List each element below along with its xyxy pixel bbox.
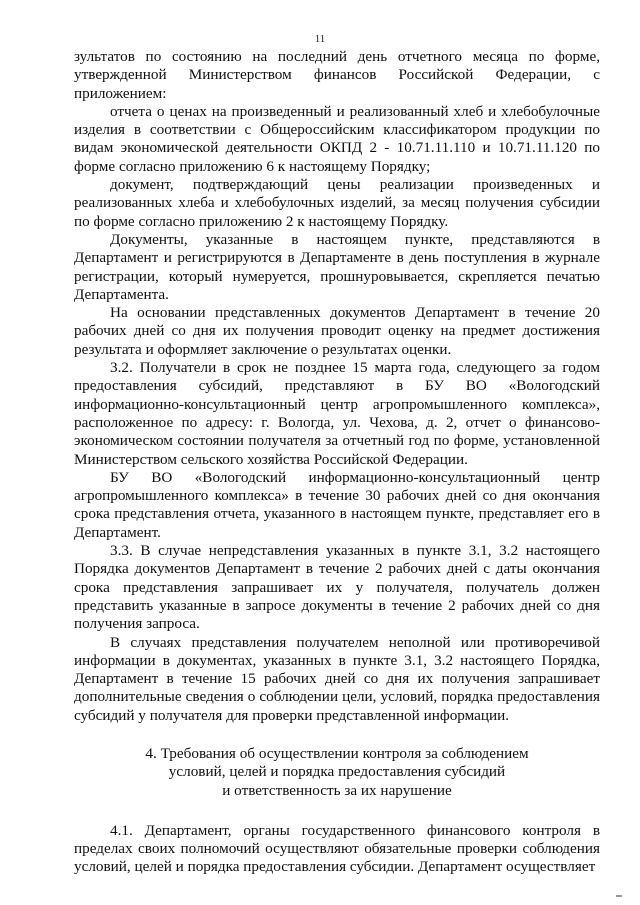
- paragraph-price-document: документ, подтверждающий цены реализации произведенных и реализованных хлеба и хлебобулочных изделий, за месяц получения субсидии по форме согласно приложению 2 к настоящему Порядку.: [74, 176, 600, 230]
- section-heading-line-1: 4. Требования об осуществлении контроля за соблюдением: [145, 744, 529, 762]
- paragraph-bu-vo: БУ ВО «Вологодский информационно-консультационный центр агропромышленного комплекса» в течение 30 рабочих дней со дня окончания срока представления отчета, указанного в настоящем пункте, представляет его в Департамент.: [74, 468, 600, 541]
- document-body: [74, 48, 600, 877]
- paragraph-3-3: 3.3. В случае непредставления указанных в пункте 3.1, 3.2 настоящего Порядка документов Департамент в течение 2 рабочих дней с даты окончания срока представления запрашивает их у получателя, получатель должен представить указанные в запросе документы в течение 2 рабочих дней со дня получения запроса.: [74, 542, 600, 633]
- scan-artifact: [616, 895, 622, 897]
- page-number: 11: [314, 33, 326, 45]
- section-heading-line-3: и ответственность за их нарушение: [222, 781, 452, 799]
- paragraph-3-2: 3.2. Получатели в срок не позднее 15 марта года, следующего за годом предоставления субсидий, представляют в БУ ВО «Вологодский информационно-консультационный центр агропромышленного комплекса», расположенное по адресу: г. Вологда, ул. Чехова, д. 2, отчет о финансово-экономическом состоянии получателя за отчетный год по форме, установленной Министерством сельского хозяйства Российской Федерации.: [74, 359, 600, 468]
- paragraph-price-report: отчета о ценах на произведенный и реализованный хлеб и хлебобулочные изделия в соответствии с Общероссийским классификатором продукции по видам экономической деятельности ОКПД 2 - 10.71.11.110 и 10.71.11.120 по форме согласно приложению 6 к настоящему Порядку;: [74, 102, 600, 175]
- paragraph-continuation: зультатов по состоянию на последний день отчетного месяца по форме, утвержденной Министерством финансов Российской Федерации, с приложением:: [74, 48, 600, 102]
- section-heading-line-2: условий, целей и порядка предоставления субсидий: [168, 763, 506, 781]
- paragraph-incomplete-info: В случаях представления получателем неполной или противоречивой информации в документах, указанных в пункте 3.1, 3.2 настоящего Порядка, Департамент в течение 15 рабочих дней со дня их получения запрашивает дополнительные сведения о соблюдении цели, условий, порядка предоставления субсидий у получателя для проверки представленной информации.: [74, 633, 600, 724]
- section-heading: [74, 745, 600, 800]
- paragraph-evaluation: На основании представленных документов Департамент в течение 20 рабочих дней со дня их получения проводит оценку на предмет достижения результата и оформляет заключение о результатах оценки.: [74, 304, 600, 358]
- paragraph-documents-registration: Документы, указанные в настоящем пункте, представляются в Департамент и регистрируются в Департаменте в день поступления в журнале регистрации, который нумеруется, прошнуровывается, скрепляется печатью Департамента.: [74, 230, 600, 303]
- paragraph-4-1: 4.1. Департамент, органы государственного финансового контроля в пределах своих полномочий осуществляют обязательные проверки соблюдения условий, целей и порядка предоставления субсидии. Департамент осуществляет: [74, 821, 600, 876]
